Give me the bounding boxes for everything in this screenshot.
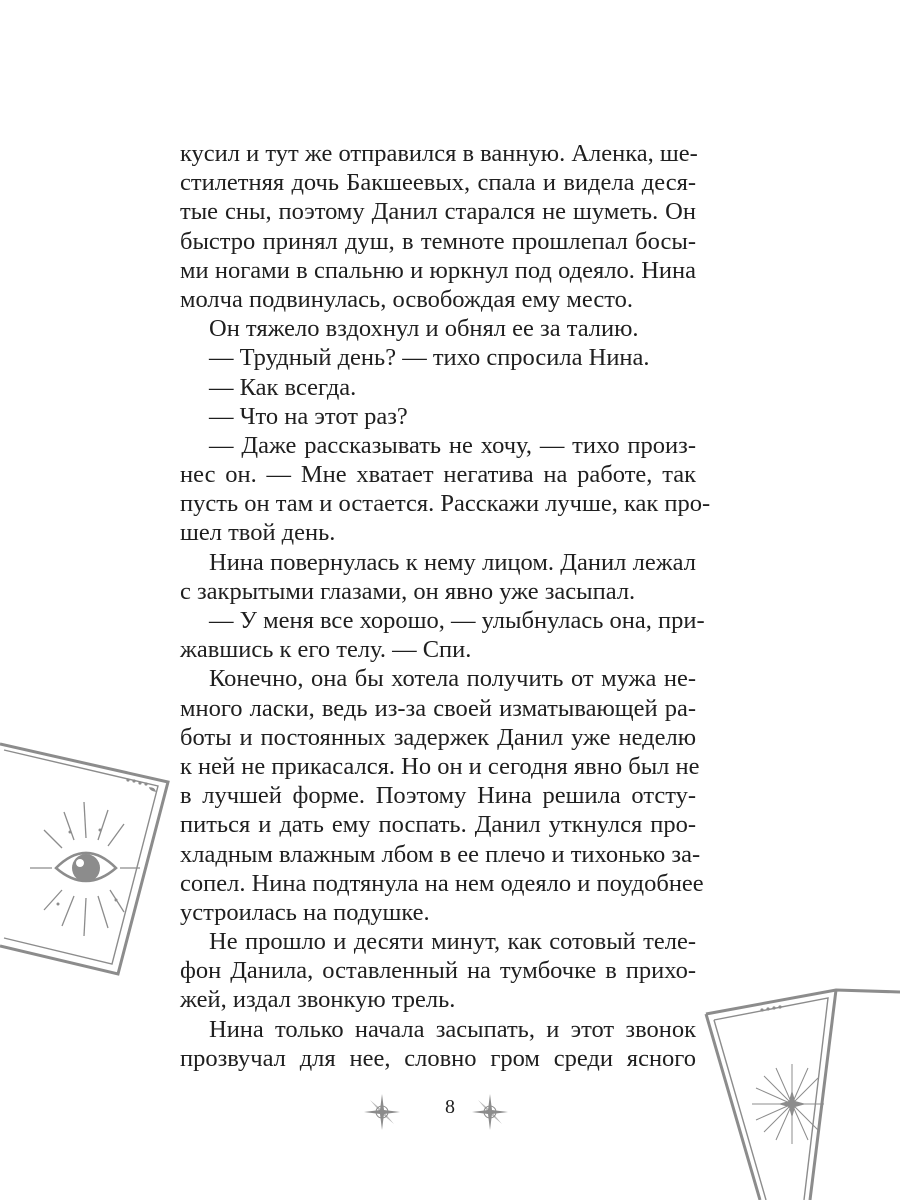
text-line: жавшись к его телу. — Спи. [180, 636, 472, 664]
text-line: — Трудный день? — тихо спросила Нина. [209, 344, 650, 372]
text-line: быстро принял душ, в темноте прошлепал босы- [180, 227, 696, 255]
text-line: — У меня все хорошо, — улыбнулась она, при- [209, 607, 705, 634]
text-line: тые сны, поэтому Данил старался не шуметь. Он [180, 198, 696, 226]
star-tarot-card-icon [700, 984, 900, 1200]
text-line: Не прошло и десяти минут, как сотовый теле- [209, 928, 696, 956]
text-line: Нина только начала засыпать, и этот звонок [209, 1015, 696, 1043]
text-line: сопел. Нина подтянула на нем одеяло и поудобнее [180, 869, 704, 897]
text-line: стилетняя дочь Бакшеевых, спала и видела деся- [180, 169, 696, 197]
text-line: хладным влажным лбом в ее плечо и тихонько за- [180, 840, 701, 868]
text-line: кусил и тут же отправился в ванную. Аленка, ше- [180, 140, 698, 167]
text-line: молча подвинулась, освобождая ему место. [180, 285, 633, 313]
text-line: Нина повернулась к нему лицом. Данил лежал [209, 548, 696, 576]
text-line: пусть он там и остается. Расскажи лучше, как про- [180, 490, 711, 518]
text-line: — Что на этот раз? [209, 402, 408, 430]
text-line: шел твой день. [180, 519, 336, 547]
text-line: нес он. — Мне хватает негатива на работе, так [180, 461, 696, 489]
text-line: устроилась на подушке. [180, 898, 430, 926]
compass-star-icon [472, 1094, 508, 1130]
text-line: прозвучал для нее, словно гром среди ясного [180, 1044, 696, 1072]
text-line: — Даже рассказывать не хочу, — тихо произ- [209, 431, 696, 459]
text-line: много ласки, ведь из-за своей изматывающей ра- [180, 694, 696, 722]
text-line: фон Данила, оставленный на тумбочке в прихо- [180, 957, 696, 985]
text-line: Он тяжело вздохнул и обнял ее за талию. [209, 315, 639, 343]
text-line: в лучшей форме. Поэтому Нина решила отсту- [180, 782, 696, 810]
page-number: 8 [445, 1096, 455, 1118]
text-line: жей, издал звонкую трель. [180, 986, 456, 1014]
text-line: питься и дать ему поспать. Данил уткнулся про- [180, 811, 696, 839]
text-line: — Как всегда. [209, 373, 357, 401]
text-line: ми ногами в спальню и юркнул под одеяло. Нина [180, 256, 696, 284]
text-line: к ней не прикасался. Но он и сегодня явно был не [180, 752, 700, 780]
page-body-text [180, 139, 711, 1073]
text-line: боты и постоянных задержек Данил уже неделю [180, 723, 696, 751]
eye-tarot-card-icon [0, 740, 180, 980]
text-line: Конечно, она бы хотела получить от мужа не- [209, 665, 696, 693]
text-line: с закрытыми глазами, он явно уже засыпал. [180, 577, 636, 605]
